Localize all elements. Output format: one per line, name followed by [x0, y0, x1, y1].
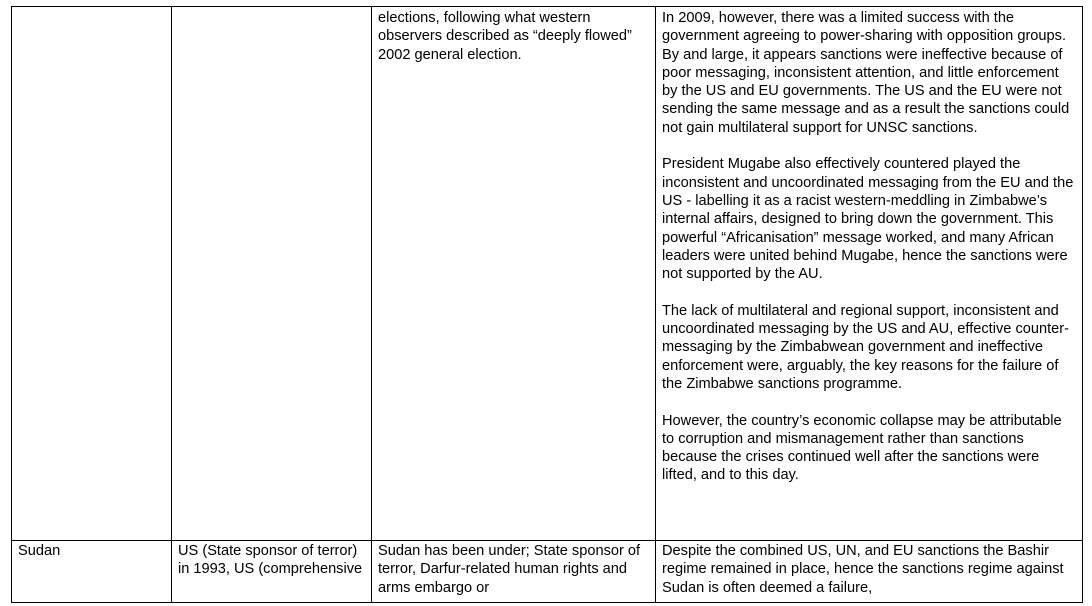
sanctioning-body-cell: US (State sponsor of terror) in 1993, US (comprehensive	[172, 541, 372, 603]
outcome-paragraph: However, the country’s economic collapse may be attributable to corruption and mismanagement rather than sanctions because the crises continued well after the sanctions were lifted, and to this day.	[662, 412, 1062, 484]
outcome-cell	[656, 7, 1083, 541]
outcome-paragraph: The lack of multilateral and regional support, inconsistent and uncoordinated messaging by the US and AU, effective counter-messaging by the Zimbabwean government and ineffective enforcement were, arguably, the key reasons for the failure of the Zimbabwe sanctions programme.	[662, 302, 1069, 392]
reason-cell: elections, following what western observers described as “deeply flowed” 2002 general election.	[372, 7, 656, 541]
outcome-paragraph: Despite the combined US, UN, and EU sanctions the Bashir regime remained in place, hence the sanctions regime against Sudan is often deemed a failure,	[662, 543, 1064, 596]
country-cell	[12, 7, 172, 541]
table-row	[12, 7, 1083, 541]
sanctioning-body-cell	[172, 7, 372, 541]
table-row	[12, 541, 1083, 603]
outcome-paragraph: President Mugabe also effectively countered played the inconsistent and uncoordinated messaging from the EU and the US - labelling it as a racist western-meddling in Zimbabwe’s internal affairs, designed to bring down the government. This powerful “Africanisation” message worked, and many African leaders were united behind Mugabe, hence the sanctions were not supported by the AU.	[662, 156, 1074, 283]
country-cell: Sudan	[12, 541, 172, 603]
reason-cell: Sudan has been under; State sponsor of terror, Darfur-related human rights and arms embargo or	[372, 541, 656, 603]
outcome-paragraph: In 2009, however, there was a limited success with the government agreeing to power-sharing with opposition groups. By and large, it appears sanctions were ineffective because of poor messaging, inconsistent attention, and little enforcement by the US and EU governments. The US and the EU were not sending the same message and as a result the sanctions could not gain multilateral support for UNSC sanctions.	[662, 10, 1070, 136]
sanctions-table	[11, 6, 1083, 603]
outcome-cell	[656, 541, 1083, 603]
